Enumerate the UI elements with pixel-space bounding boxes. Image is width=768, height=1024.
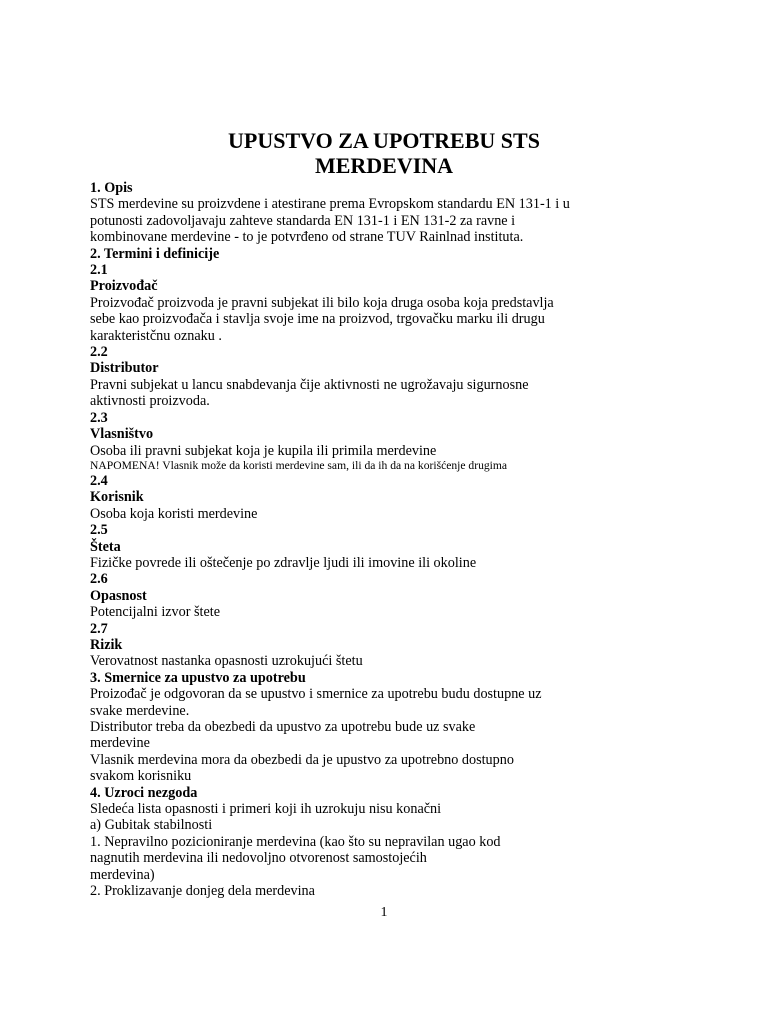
paragraph-line: svake merdevine. (90, 702, 190, 719)
definition-term: Proizvođač (90, 278, 158, 295)
paragraph-line: Verovatnost nastanka opasnosti uzrokujući štetu (90, 653, 363, 670)
paragraph-line: merdevine (90, 735, 150, 752)
paragraph-line: merdevina) (90, 866, 155, 883)
title-line-1: UPUSTVO ZA UPOTREBU STS (228, 128, 540, 153)
definition-term: Šteta (90, 538, 121, 555)
title-line-2: MERDEVINA (314, 153, 454, 178)
paragraph-line: sebe kao proizvođača i stavlja svoje ime na proizvod, trgovačku marku ili drugu (90, 311, 545, 328)
definition-term: Vlasništvo (90, 426, 154, 443)
section-heading-4: 4. Uzroci nezgoda (90, 784, 198, 801)
paragraph-line: karakteristčnu oznaku . (90, 327, 222, 344)
paragraph-line: Distributor treba da obezbedi da upustvo za upotrebu bude uz svake (90, 719, 476, 735)
paragraph-line: svakom korisniku (90, 768, 192, 785)
definition-term: Opasnost (90, 587, 147, 604)
paragraph-line: 2. Proklizavanje donjeg dela merdevina (90, 883, 315, 900)
paragraph-line: potunosti zadovoljavaju zahteve standarda EN 131-1 i EN 131-2 za ravne i (90, 212, 516, 229)
page-number: 1 (380, 905, 388, 920)
paragraph-line: Osoba ili pravni subjekat koja je kupila ili primila merdevine (90, 442, 437, 459)
paragraph-line: nagnutih merdevina ili nedovoljno otvorenost samostojećih (90, 850, 427, 867)
note-line: NAPOMENA! Vlasnik može da koristi merdevine sam, ili da ih da na korišćenje drugima (90, 458, 508, 472)
paragraph-line: kombinovane merdevine - to je potvrđeno od strane TUV Rainlnad instituta. (90, 229, 524, 246)
paragraph-line: Proizođač je odgovoran da se upustvo i smernice za upotrebu budu dostupne uz (90, 686, 542, 703)
paragraph-line: Proizvođač proizvoda je pravni subjekat ili bilo koja druga osoba koja predstavlja (90, 294, 554, 311)
paragraph-line: Osoba koja koristi merdevine (90, 505, 258, 522)
paragraph-line: Vlasnik merdevina mora da obezbedi da je upustvo za upotrebno dostupno (90, 751, 514, 768)
paragraph-line: Fizičke povrede ili oštečenje po zdravlje ljudi ili imovine ili okoline (90, 554, 477, 571)
document-title (90, 128, 678, 178)
definition-number: 2.6 (90, 571, 108, 588)
definition-number: 2.7 (90, 620, 108, 637)
section-heading-1: 1. Opis (90, 180, 133, 196)
definition-number: 2.3 (90, 409, 108, 426)
definition-term: Korisnik (90, 489, 144, 506)
definition-number: 2.5 (90, 522, 108, 539)
definition-number: 2.2 (90, 344, 108, 361)
paragraph-line: aktivnosti proizvoda. (90, 393, 210, 410)
section-heading-2: 2. Termini i definicije (90, 245, 220, 262)
document-body (90, 180, 708, 899)
definition-number: 2.4 (90, 472, 108, 489)
paragraph-line: Pravni subjekat u lancu snabdevanja čije aktivnosti ne ugrožavaju sigurnosne (90, 376, 529, 393)
paragraph-line: 1. Nepravilno pozicioniranje merdevina (kao što su nepravilan ugao kod (90, 833, 501, 850)
definition-number: 2.1 (90, 262, 108, 279)
paragraph-line: STS merdevine su proizvdene i atestirane prema Evropskom standardu EN 131-1 i u (90, 196, 570, 213)
paragraph-line: a) Gubitak stabilnosti (90, 817, 213, 834)
definition-term: Distributor (90, 360, 159, 377)
definition-term: Rizik (90, 636, 123, 653)
paragraph-line: Sledeća lista opasnosti i primeri koji ih uzrokuju nisu konačni (90, 801, 442, 818)
paragraph-line: Potencijalni izvor štete (90, 604, 221, 621)
section-heading-3: 3. Smernice za upustvo za upotrebu (90, 669, 306, 686)
